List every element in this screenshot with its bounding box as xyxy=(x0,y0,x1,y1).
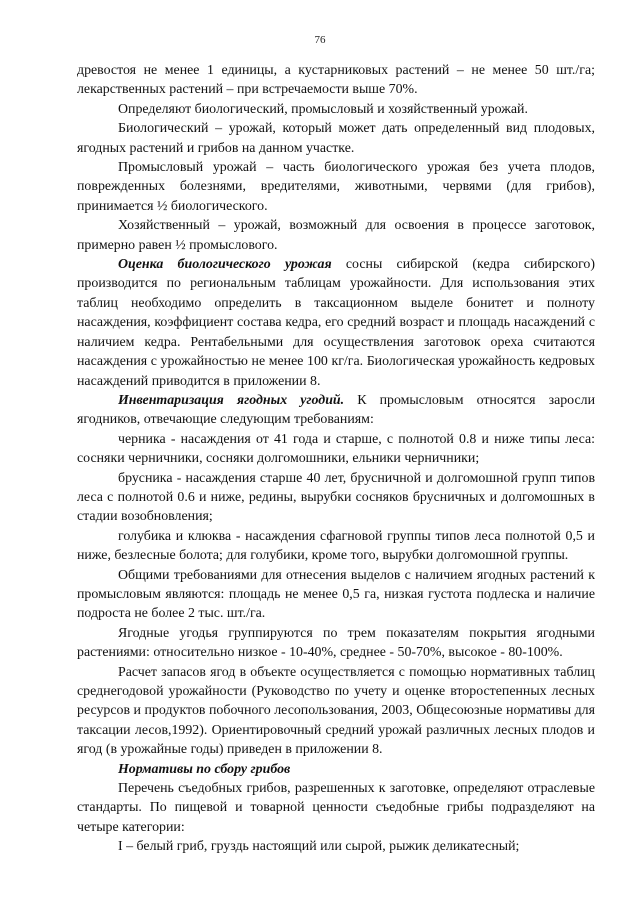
paragraph: I – белый гриб, груздь настоящий или сырой, рыжик деликатесный; xyxy=(118,839,520,855)
section-heading xyxy=(77,760,595,779)
paragraph: черника - насаждения от 41 года и старше, с полнотой 0.8 и ниже типы леса: сосняки черничники, сосняки долгомошники, ельники черничники; xyxy=(77,431,595,467)
paragraph: Определяют биологический, промысловый и хозяйственный урожай. xyxy=(118,101,528,117)
paragraph: Промысловый урожай – часть биологического урожая без учета плодов, поврежденных болезнями, вредителями, животными, червями (для грибов), принимается ½ биологического. xyxy=(77,160,595,214)
page-number: 76 xyxy=(314,34,326,46)
paragraph: Оценка биологического урожая сосны сибирской (кедра сибирского) производится по региональным таблицам урожайности. Для использования этих таблиц необходимо определить в таксационном выделе бонитет и полноту насаждения, коэффициент состава кедра, его средний возраст и площадь насаждений с наличием кедра. Рентабельными для осуществления заготовок ореха считаются насаждения с урожайностью не менее 100 кг/га. Биологическая урожайность кедровых насаждений приводится в приложении 8. xyxy=(77,257,595,389)
paragraph: древостоя не менее 1 единицы, а кустарниковых растений – не менее 50 шт./га; лекарственных растений – при встречаемости выше 70%. xyxy=(77,63,595,98)
paragraph: брусника - насаждения старше 40 лет, брусничной и долгомошной групп типов леса с полнотой 0.6 и ниже, редины, вырубки сосняков брусничных и долгомошных в стадии возобновления; xyxy=(77,470,595,525)
paragraph: голубика и клюква - насаждения сфагновой группы типов леса полнотой 0,5 и ниже, безлесные болота; для голубики, кроме того, вырубки долгомошной группы. xyxy=(77,528,595,564)
paragraph-lead: Инвентаризация ягодных угодий. xyxy=(118,392,345,408)
paragraph: Инвентаризация ягодных угодий. К промысловым относятся заросли ягодников, отвечающие следующим требованиям: xyxy=(77,392,596,428)
body-text xyxy=(77,61,595,857)
paragraph: Биологический – урожай, который может дать определенный вид плодовых, ягодных растений и грибов на данном участке. xyxy=(77,121,595,156)
paragraph: Общими требованиями для отнесения выделов с наличием ягодных растений к промысловым являются: площадь не менее 0,5 га, низкая густота подлеска и наличие подроста не более 2 тыс. шт./га. xyxy=(77,567,595,622)
paragraph: Ягодные угодья группируются по трем показателям покрытия ягодными растениями: относительно низкое - 10-40%, среднее - 50-70%, высокое - 80-100%. xyxy=(77,625,595,661)
paragraph: Перечень съедобных грибов, разрешенных к заготовке, определяют отраслевые стандарты. По пищевой и товарной ценности съедобные грибы подразделяют на четыре категории: xyxy=(77,781,595,835)
paragraph-lead: Оценка биологического урожая xyxy=(118,257,332,273)
paragraph: Расчет запасов ягод в объекте осуществляется с помощью нормативных таблиц среднегодовой урожайности (Руководство по учету и оценке второстепенных лесных ресурсов и продуктов побочного лесопользования, 2003, Общесоюзные нормативы для таксации лесов,1992). Ориентировочный средний урожай различных лесных плодов и ягод (в урожайные годы) приведен в приложении 8. xyxy=(77,664,595,758)
paragraph: Хозяйственный – урожай, возможный для освоения в процессе заготовок, примерно равен ½ промыслового. xyxy=(77,218,595,253)
section-heading-text: Нормативы по сбору грибов xyxy=(118,761,291,777)
